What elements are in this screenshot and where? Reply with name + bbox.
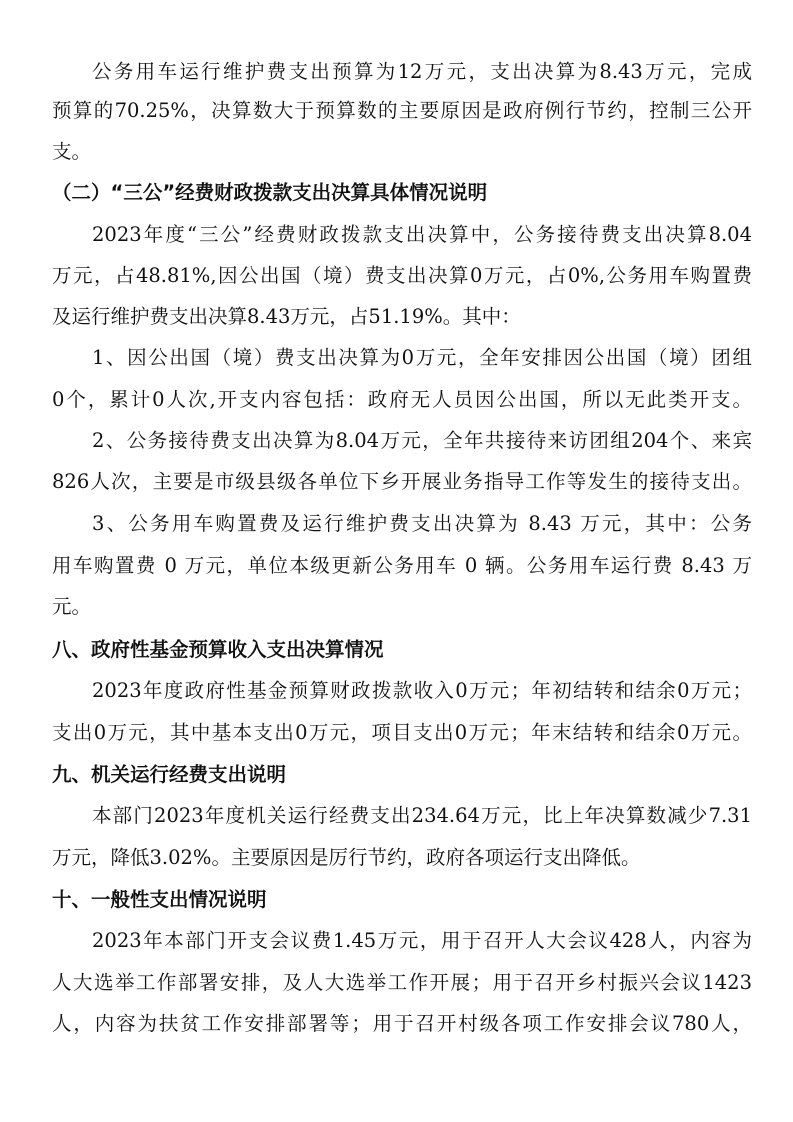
- heading-sangong-details: （二）“三公”经费财政拨款支出决算具体情况说明: [52, 181, 488, 204]
- paragraph-general-expense-line-3: 人，内容为扶贫工作安排部署等；用于召开村级各项工作安排会议780人，: [52, 1012, 752, 1035]
- paragraph-sangong-summary-line-2: 万元，占48.81%,因公出国（境）费支出决算0万元，占0%,公务用车购置费: [52, 264, 752, 287]
- paragraph-abroad-line-1: 1、因公出国（境）费支出决算为0万元，全年安排因公出国（境）团组: [92, 346, 752, 369]
- paragraph-gov-fund-line-1: 2023年度政府性基金预算财政拨款收入0万元；年初结转和结余0万元；: [92, 679, 752, 702]
- paragraph-general-expense-line-1: 2023年本部门开支会议费1.45万元，用于召开人大会议428人，内容为: [92, 929, 752, 952]
- paragraph-abroad-line-2: 0个，累计0人次,开支内容包括：政府无人员因公出国，所以无此类开支。: [52, 388, 752, 411]
- paragraph-sangong-summary-line-3: 及运行维护费支出决算8.43万元，占51.19%。其中：: [52, 305, 521, 328]
- paragraph-reception-line-2: 826人次，主要是市级县级各单位下乡开展业务指导工作等发生的接待支出。: [52, 470, 752, 493]
- paragraph-vehicle-purchase-line-1: 3、公务用车购置费及运行维护费支出决算为 8.43 万元，其中：公务: [92, 512, 752, 535]
- heading-section-9: 九、机关运行经费支出说明: [52, 763, 287, 786]
- paragraph-sangong-summary-line-1: 2023年度“三公”经费财政拨款支出决算中，公务接待费支出决算8.04: [92, 223, 752, 246]
- heading-section-8: 八、政府性基金预算收入支出决算情况: [52, 638, 384, 661]
- paragraph-operating-cost-line-2: 万元，降低3.02%。主要原因是厉行节约，政府各项运行支出降低。: [52, 846, 641, 869]
- paragraph-general-expense-line-2: 人大选举工作部署安排，及人大选举工作开展；用于召开乡村振兴会议1423: [52, 971, 752, 994]
- paragraph-vehicle-purchase-line-2: 用车购置费 0 万元，单位本级更新公务用车 0 辆。公务用车运行费 8.43 万: [52, 554, 752, 577]
- paragraph-vehicle-maintenance-line-3: 支。: [52, 140, 92, 163]
- heading-section-10: 十、一般性支出情况说明: [52, 888, 267, 911]
- paragraph-gov-fund-line-2: 支出0万元，其中基本支出0万元，项目支出0万元；年末结转和结余0万元。: [52, 721, 752, 744]
- paragraph-operating-cost-line-1: 本部门2023年度机关运行经费支出234.64万元，比上年决算数减少7.31: [92, 804, 752, 827]
- paragraph-vehicle-maintenance-line-1: 公务用车运行维护费支出预算为12万元，支出决算为8.43万元，完成: [92, 60, 752, 83]
- paragraph-vehicle-maintenance-line-2: 预算的70.25%，决算数大于预算数的主要原因是政府例行节约，控制三公开: [52, 99, 752, 122]
- paragraph-reception-line-1: 2、公务接待费支出决算为8.04万元，全年共接待来访团组204个、来宾: [92, 429, 752, 452]
- paragraph-vehicle-purchase-line-3: 元。: [52, 595, 92, 618]
